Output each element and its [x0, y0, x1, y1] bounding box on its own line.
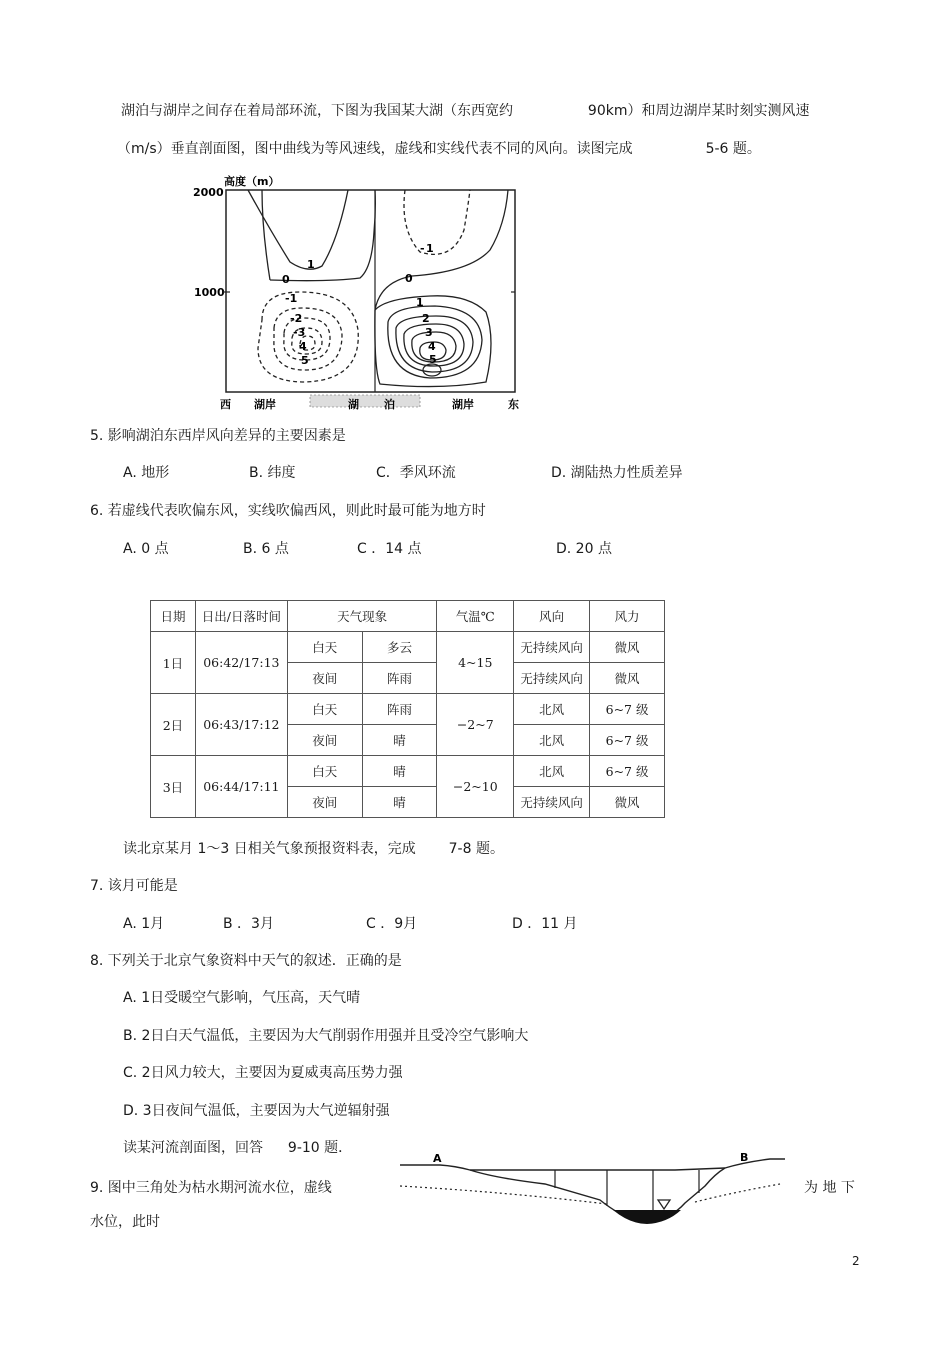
- contour-0-right: [375, 190, 508, 310]
- contour-label-5-inner: 5: [429, 353, 437, 366]
- contour-label-1-left: 1: [307, 258, 315, 271]
- table-row: [151, 632, 665, 663]
- table-row: [151, 756, 665, 787]
- header-sun: 日出/日落时间: [195, 601, 287, 632]
- cell-time: 白天: [287, 694, 362, 725]
- header-wind-dir: 风向: [514, 601, 590, 632]
- q5-option-d[interactable]: D. 湖陆热力性质差异: [551, 465, 683, 481]
- q5-option-a[interactable]: A. 地形: [123, 465, 170, 481]
- contour-label-neg2: -2: [290, 312, 303, 325]
- q5-stem: 5. 影响湖泊东西岸风向差异的主要因素是: [90, 428, 346, 444]
- contour-label-neg4: 4: [299, 340, 307, 353]
- cell-time: 夜间: [287, 663, 362, 694]
- label-shore-west: 湖岸: [254, 398, 276, 411]
- label-a: A: [433, 1152, 442, 1165]
- contour-0-left: [270, 190, 375, 281]
- cell-wind-force: 6~7 级: [590, 725, 665, 756]
- q8-option-b[interactable]: B. 2日白天气温低，主要因为大气削弱作用强并且受冷空气影响大: [123, 1028, 529, 1044]
- q6-option-d[interactable]: D. 20 点: [556, 541, 612, 557]
- contour-label-0-left: 0: [282, 273, 290, 286]
- river-channel: [470, 1168, 725, 1222]
- cell-wind-force: 6~7 级: [590, 756, 665, 787]
- cell-date: 2日: [151, 694, 196, 756]
- ytick-1000: 1000: [194, 286, 225, 299]
- cell-wind-dir: 北风: [514, 756, 590, 787]
- table-header-row: [151, 601, 665, 632]
- dashed-contours-left: [258, 292, 358, 382]
- groundwater-line: [400, 1184, 780, 1204]
- cell-time: 白天: [287, 632, 362, 663]
- label-west: 西: [220, 398, 231, 411]
- intro-line1: 湖泊与湖岸之间存在着局部环流，下图为我国某大湖（东西宽约 90km）和周边湖岸某时刻实测风速: [121, 103, 810, 119]
- weather-table: [150, 600, 665, 818]
- river-cross-section-diagram: [395, 1148, 790, 1233]
- cell-wind-force: 微风: [590, 663, 665, 694]
- label-lake-2: 泊: [384, 398, 395, 411]
- contour-label-4-inner: 4: [428, 340, 436, 353]
- cell-wind-dir: 无持续风向: [514, 663, 590, 694]
- ytick-2000: 2000: [193, 186, 224, 199]
- cell-sun: 06:43/17:12: [195, 694, 287, 756]
- header-wind-force: 风力: [590, 601, 665, 632]
- contour-label-1-right: 1: [426, 242, 434, 255]
- chart-ylabel: 高度（m）: [224, 175, 280, 188]
- lake-wind-profile-chart: [190, 170, 530, 415]
- q7-option-a[interactable]: A. 1月: [123, 916, 165, 932]
- q9-stem-line2: 水位，此时: [90, 1214, 160, 1230]
- cell-wind-dir: 北风: [514, 694, 590, 725]
- q9-stem: 9. 图中三角处为枯水期河流水位，虚线: [90, 1180, 332, 1196]
- contour-label-neg3: -3: [293, 326, 306, 339]
- cell-sun: 06:42/17:13: [195, 632, 287, 694]
- q8-option-d[interactable]: D. 3日夜间气温低，主要因为大气逆辐射强: [123, 1103, 390, 1119]
- q6-option-a[interactable]: A. 0 点: [123, 541, 169, 557]
- table-row: [151, 694, 665, 725]
- cell-weather: 晴: [362, 787, 437, 818]
- contour-label-neg1: -1: [285, 292, 298, 305]
- q5-option-c[interactable]: C．季风环流: [376, 465, 456, 481]
- contour-1-left: [248, 190, 348, 269]
- river-water: [613, 1210, 681, 1224]
- cell-time: 夜间: [287, 787, 362, 818]
- cell-date: 3日: [151, 756, 196, 818]
- q5-option-b[interactable]: B. 纬度: [249, 465, 296, 481]
- q9-stem-cont: 为 地 下: [804, 1180, 855, 1196]
- q7-stem: 7. 该月可能是: [90, 878, 178, 894]
- q7-option-d[interactable]: D ．11 月: [512, 916, 578, 932]
- cell-sun: 06:44/17:11: [195, 756, 287, 818]
- contour-neg1-right: [404, 190, 470, 254]
- cell-weather: 晴: [362, 756, 437, 787]
- table-caption: 读北京某月 1～3 日相关气象预报资料表，完成 7-8 题。: [123, 841, 504, 857]
- header-weather: 天气现象: [287, 601, 437, 632]
- q8-stem: 8. 下列关于北京气象资料中天气的叙述．正确的是: [90, 953, 402, 969]
- cell-weather: 阵雨: [362, 663, 437, 694]
- cell-weather: 多云: [362, 632, 437, 663]
- label-east: 东: [508, 398, 519, 411]
- header-date: 日期: [151, 601, 196, 632]
- contour-label-neg5: 5: [301, 354, 309, 367]
- cell-time: 夜间: [287, 725, 362, 756]
- cell-temp: −2~10: [437, 756, 514, 818]
- header-temp: 气温℃: [437, 601, 514, 632]
- contour-label-0-right: 0: [405, 272, 413, 285]
- q6-option-b[interactable]: B. 6 点: [243, 541, 289, 557]
- cell-wind-force: 微风: [590, 632, 665, 663]
- q8-option-a[interactable]: A. 1日受暖空气影响，气压高，天气晴: [123, 990, 361, 1006]
- label-lake-1: 湖: [348, 398, 359, 411]
- cell-wind-dir: 无持续风向: [514, 632, 590, 663]
- cell-weather: 阵雨: [362, 694, 437, 725]
- q6-stem: 6. 若虚线代表吹偏东风，实线吹偏西风，则此时最可能为地方时: [90, 503, 486, 519]
- contour-label-3-inner: 3: [425, 326, 433, 339]
- svg-text:-: -: [420, 242, 425, 255]
- cell-temp: −2~7: [437, 694, 514, 756]
- cell-weather: 晴: [362, 725, 437, 756]
- cell-temp: 4~15: [437, 632, 514, 694]
- q8-option-c[interactable]: C. 2日风力较大，主要因为夏威夷高压势力强: [123, 1065, 403, 1081]
- ground-surface: [400, 1159, 785, 1170]
- water-level-icon: [658, 1200, 670, 1209]
- cell-wind-dir: 北风: [514, 725, 590, 756]
- contour-label-1-inner: 1: [416, 296, 424, 309]
- q6-option-c[interactable]: C ．14 点: [357, 541, 422, 557]
- q7-option-b[interactable]: B ．3月: [223, 916, 274, 932]
- cell-date: 1日: [151, 632, 196, 694]
- q7-option-c[interactable]: C ．9月: [366, 916, 418, 932]
- chart-frame: [226, 190, 515, 392]
- lake-surface: [310, 395, 420, 407]
- cell-wind-force: 微风: [590, 787, 665, 818]
- intro-line2: （m/s）垂直剖面图，图中曲线为等风速线，虚线和实线代表不同的风向。读图完成 5-6 题。: [117, 141, 761, 157]
- river-intro: 读某河流剖面图，回答 9-10 题．: [123, 1140, 353, 1156]
- cell-wind-force: 6~7 级: [590, 694, 665, 725]
- cell-wind-dir: 无持续风向: [514, 787, 590, 818]
- label-b: B: [740, 1151, 749, 1164]
- cell-time: 白天: [287, 756, 362, 787]
- label-shore-east: 湖岸: [452, 398, 474, 411]
- page-number: 2: [852, 1254, 860, 1268]
- contour-label-2-inner: 2: [422, 312, 430, 325]
